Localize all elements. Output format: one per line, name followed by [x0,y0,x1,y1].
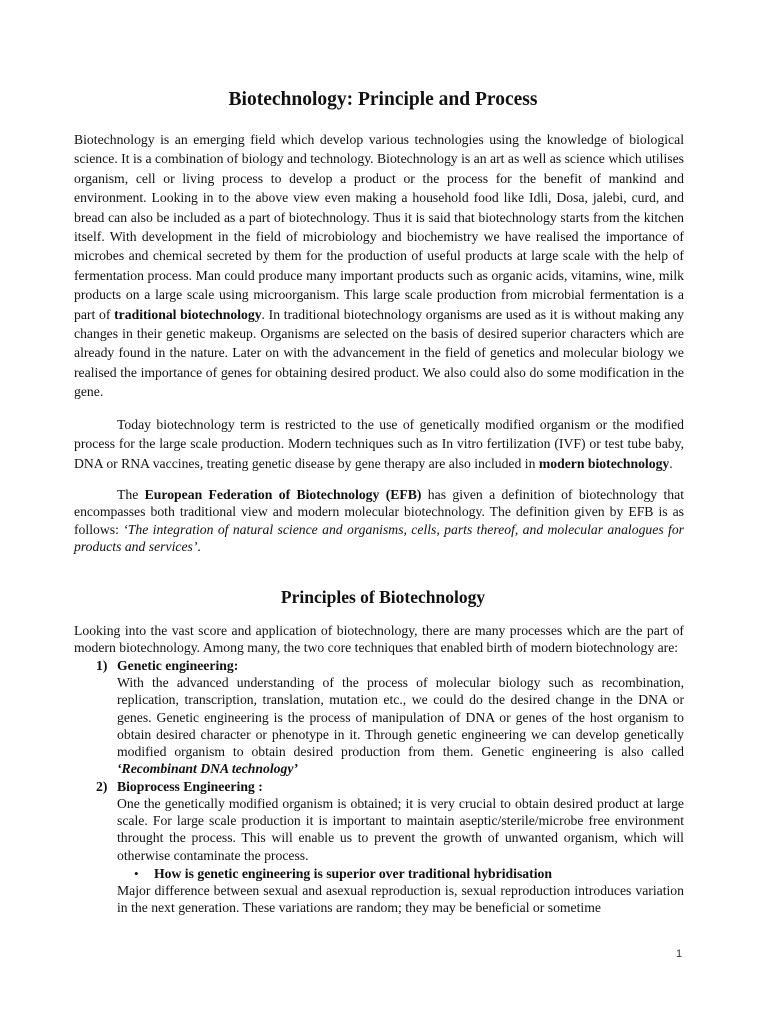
bullet-heading: How is genetic engineering is superior over traditional hybridisation [154,865,552,881]
intro-text-1: Biotechnology is an emerging field which develop various technologies using the knowledge of biological science. It is a combination of biology and technology. Biotechnology is an art as well as science which utilises organism, cell or living process to develop a product or the process for the benefit of mankind and environment. Looking in to the above view even making a household food like Idli, Dosa, jalebi, curd, and bread can also be included as a part of biotechnology. Thus it is said that biotechnology starts from the kitchen itself. With development in the field of microbiology and biochemistry we have realised the importance of microbes and chemical secreted by them for the production of useful products at large scale with the help of fermentation process. Man could produce many important products such as organic acids, vitamins, wine, milk products on a large scale using microorganism. This large scale production from microbial fermentation is a part of [74,132,684,322]
list-item-heading: Genetic engineering: [117,657,239,673]
principles-intro: Looking into the vast score and application of biotechnology, there are many processes which are the part of modern biotechnology. Among many, the two core techniques that enabled birth of modern biotechnology are: [74,622,684,656]
principles-heading: Principles of Biotechnology [280,586,486,607]
list-number: 2) [96,778,108,794]
list-item-genetic-engineering [74,657,684,778]
efb-text-2: has given a definition of biotechnology that encompasses both traditional view and modern molecular biotechnology. The definition given by EFB is as follows: [74,486,685,537]
intro-text-2: . In traditional biotechnology organisms are used as it is without making any changes in their genetic makeup. Organisms are selected on the basis of desired superior characters which are already found in the nature. Later on with the advancement in the field of genetics and molecular biology we realised the importance of genes for obtaining desired product. We also could also do some modification in the gene. [74,306,685,400]
modern-paragraph [74,415,684,473]
document-title: Biotechnology: Principle and Process [228,89,538,110]
efb-text-3: . [197,539,201,555]
modern-biotech-term: modern biotechnology [538,455,670,471]
efb-paragraph [74,486,684,556]
bullet-body: Major difference between sexual and asexual reproduction is, sexual reproduction introduces variation in the next generation. These variations are random; they may be beneficial or sometime [117,882,684,916]
list-item-body [117,674,684,778]
recombinant-dna-term: ‘Recombinant DNA technology’ [117,761,298,777]
traditional-biotech-term: traditional biotechnology [114,306,262,322]
modern-text-2: . [669,455,673,471]
bullet-item-hybridisation [74,865,684,882]
page-number: 1 [676,948,683,960]
list-item-body-text: With the advanced understanding of the process of molecular biology such as recombination, replication, transcription, translation, mutation etc., we could do the desired change in the DNA or genes. Genetic engineering is the process of manipulation of DNA or genes of the host organism to obtain desired character or phenotype in it. Through genetic engineering we can develop genetically modified organism to obtain desired production from them. Genetic engineering is also called [117,674,684,760]
efb-term: European Federation of Biotechnology (EFB) [144,486,422,502]
efb-text-1: The [117,486,145,502]
list-item-heading: Bioprocess Engineering : [117,778,263,794]
list-item-bioprocess-engineering [74,778,684,864]
efb-definition-quote: ‘The integration of natural science and organisms, cells, parts thereof, and molecular analogues for products and services’ [74,521,684,555]
intro-paragraph [74,130,684,402]
principles-list [74,657,684,864]
list-item-body: One the genetically modified organism is obtained; it is very crucial to obtain desired product at large scale. For large scale production it is important to maintain aseptic/sterile/microbe free environment throught the process. This will enable us to prevent the growth of unwanted organism, which will otherwise contaminate the process. [117,795,684,863]
list-number: 1) [96,657,108,673]
modern-text-1: Today biotechnology term is restricted to the use of genetically modified organism or the modified process for the large scale production. Modern techniques such as In vitro fertilization (IVF) or test tube baby, DNA or RNA vaccines, treating genetic disease by gene therapy are also included in [74,416,684,471]
bullet-icon: • [134,865,139,881]
